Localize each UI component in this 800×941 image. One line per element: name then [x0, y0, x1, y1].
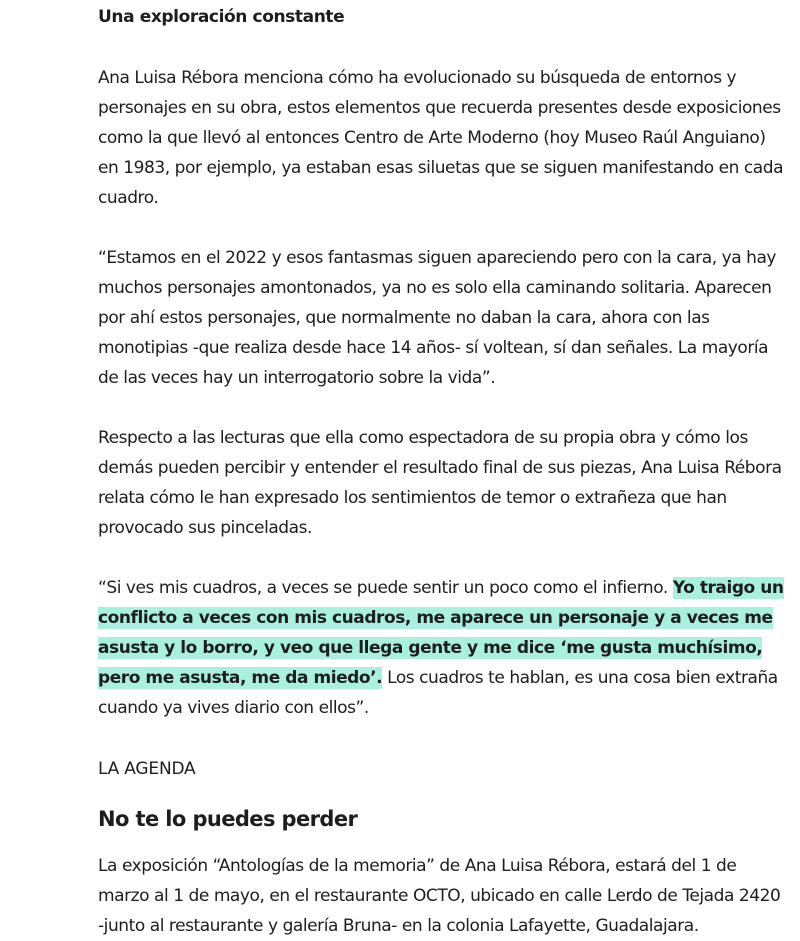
subheading: Una exploración constante — [98, 7, 345, 27]
paragraph-exploration: Ana Luisa Rébora menciona cómo ha evolucionado su búsqueda de entornos y personajes en su obra, estos elementos que recuerda presentes desde exposiciones como la que llevó al entonces Centro de Arte Moderno (hoy Museo Raúl Anguiano) en 1983, por ejemplo, ya estaban esas siluetas que se siguen manifestando en cada cuadro. — [98, 68, 784, 208]
section-title: No te lo puedes perder — [98, 807, 358, 831]
paragraph-lecturas: Respecto a las lecturas que ella como espectadora de su propia obra y cómo los demás pueden percibir y entender el resultado final de sus piezas, Ana Luisa Rébora relata cómo le han expresado los sentimientos de temor o extrañeza que han provocado sus pinceladas. — [98, 428, 782, 538]
highlighted-quote: Yo traigo un conflicto a veces con mis cuadros, me aparece un personaje y a veces me asusta y lo borro, y veo que llega gente y me dice ‘me gusta muchísimo, pero me asusta, me da miedo’. — [98, 578, 784, 688]
quote-start: “Si ves mis cuadros, a veces se puede sentir un poco como el infierno. — [98, 578, 673, 598]
paragraph-quote-fantasmas: “Estamos en el 2022 y esos fantasmas siguen apareciendo pero con la cara, ya hay muchos personajes amontonados, ya no es solo ella caminando solitaria. Aparecen por ahí estos personajes, que normalmente no daban la cara, ahora con las monotipias -que realiza desde hace 14 años- sí voltean, sí dan señales. La mayoría de las veces hay un interrogatorio sobre la vida”. — [98, 248, 777, 388]
paragraph-exposicion: La exposición “Antologías de la memoria” de Ana Luisa Rébora, estará del 1 de marzo al 1 de mayo, en el restaurante OCTO, ubicado en calle Lerdo de Tejada 2420 -junto al restaurante y galería Bruna- en la colonia Lafayette, Guadalajara. — [98, 856, 781, 936]
quote-end: Los cuadros te hablan, es una cosa bien extraña cuando ya vives diario con ellos”. — [98, 668, 778, 718]
paragraph-quote-infierno — [98, 573, 788, 723]
agenda-label: LA AGENDA — [98, 759, 196, 779]
